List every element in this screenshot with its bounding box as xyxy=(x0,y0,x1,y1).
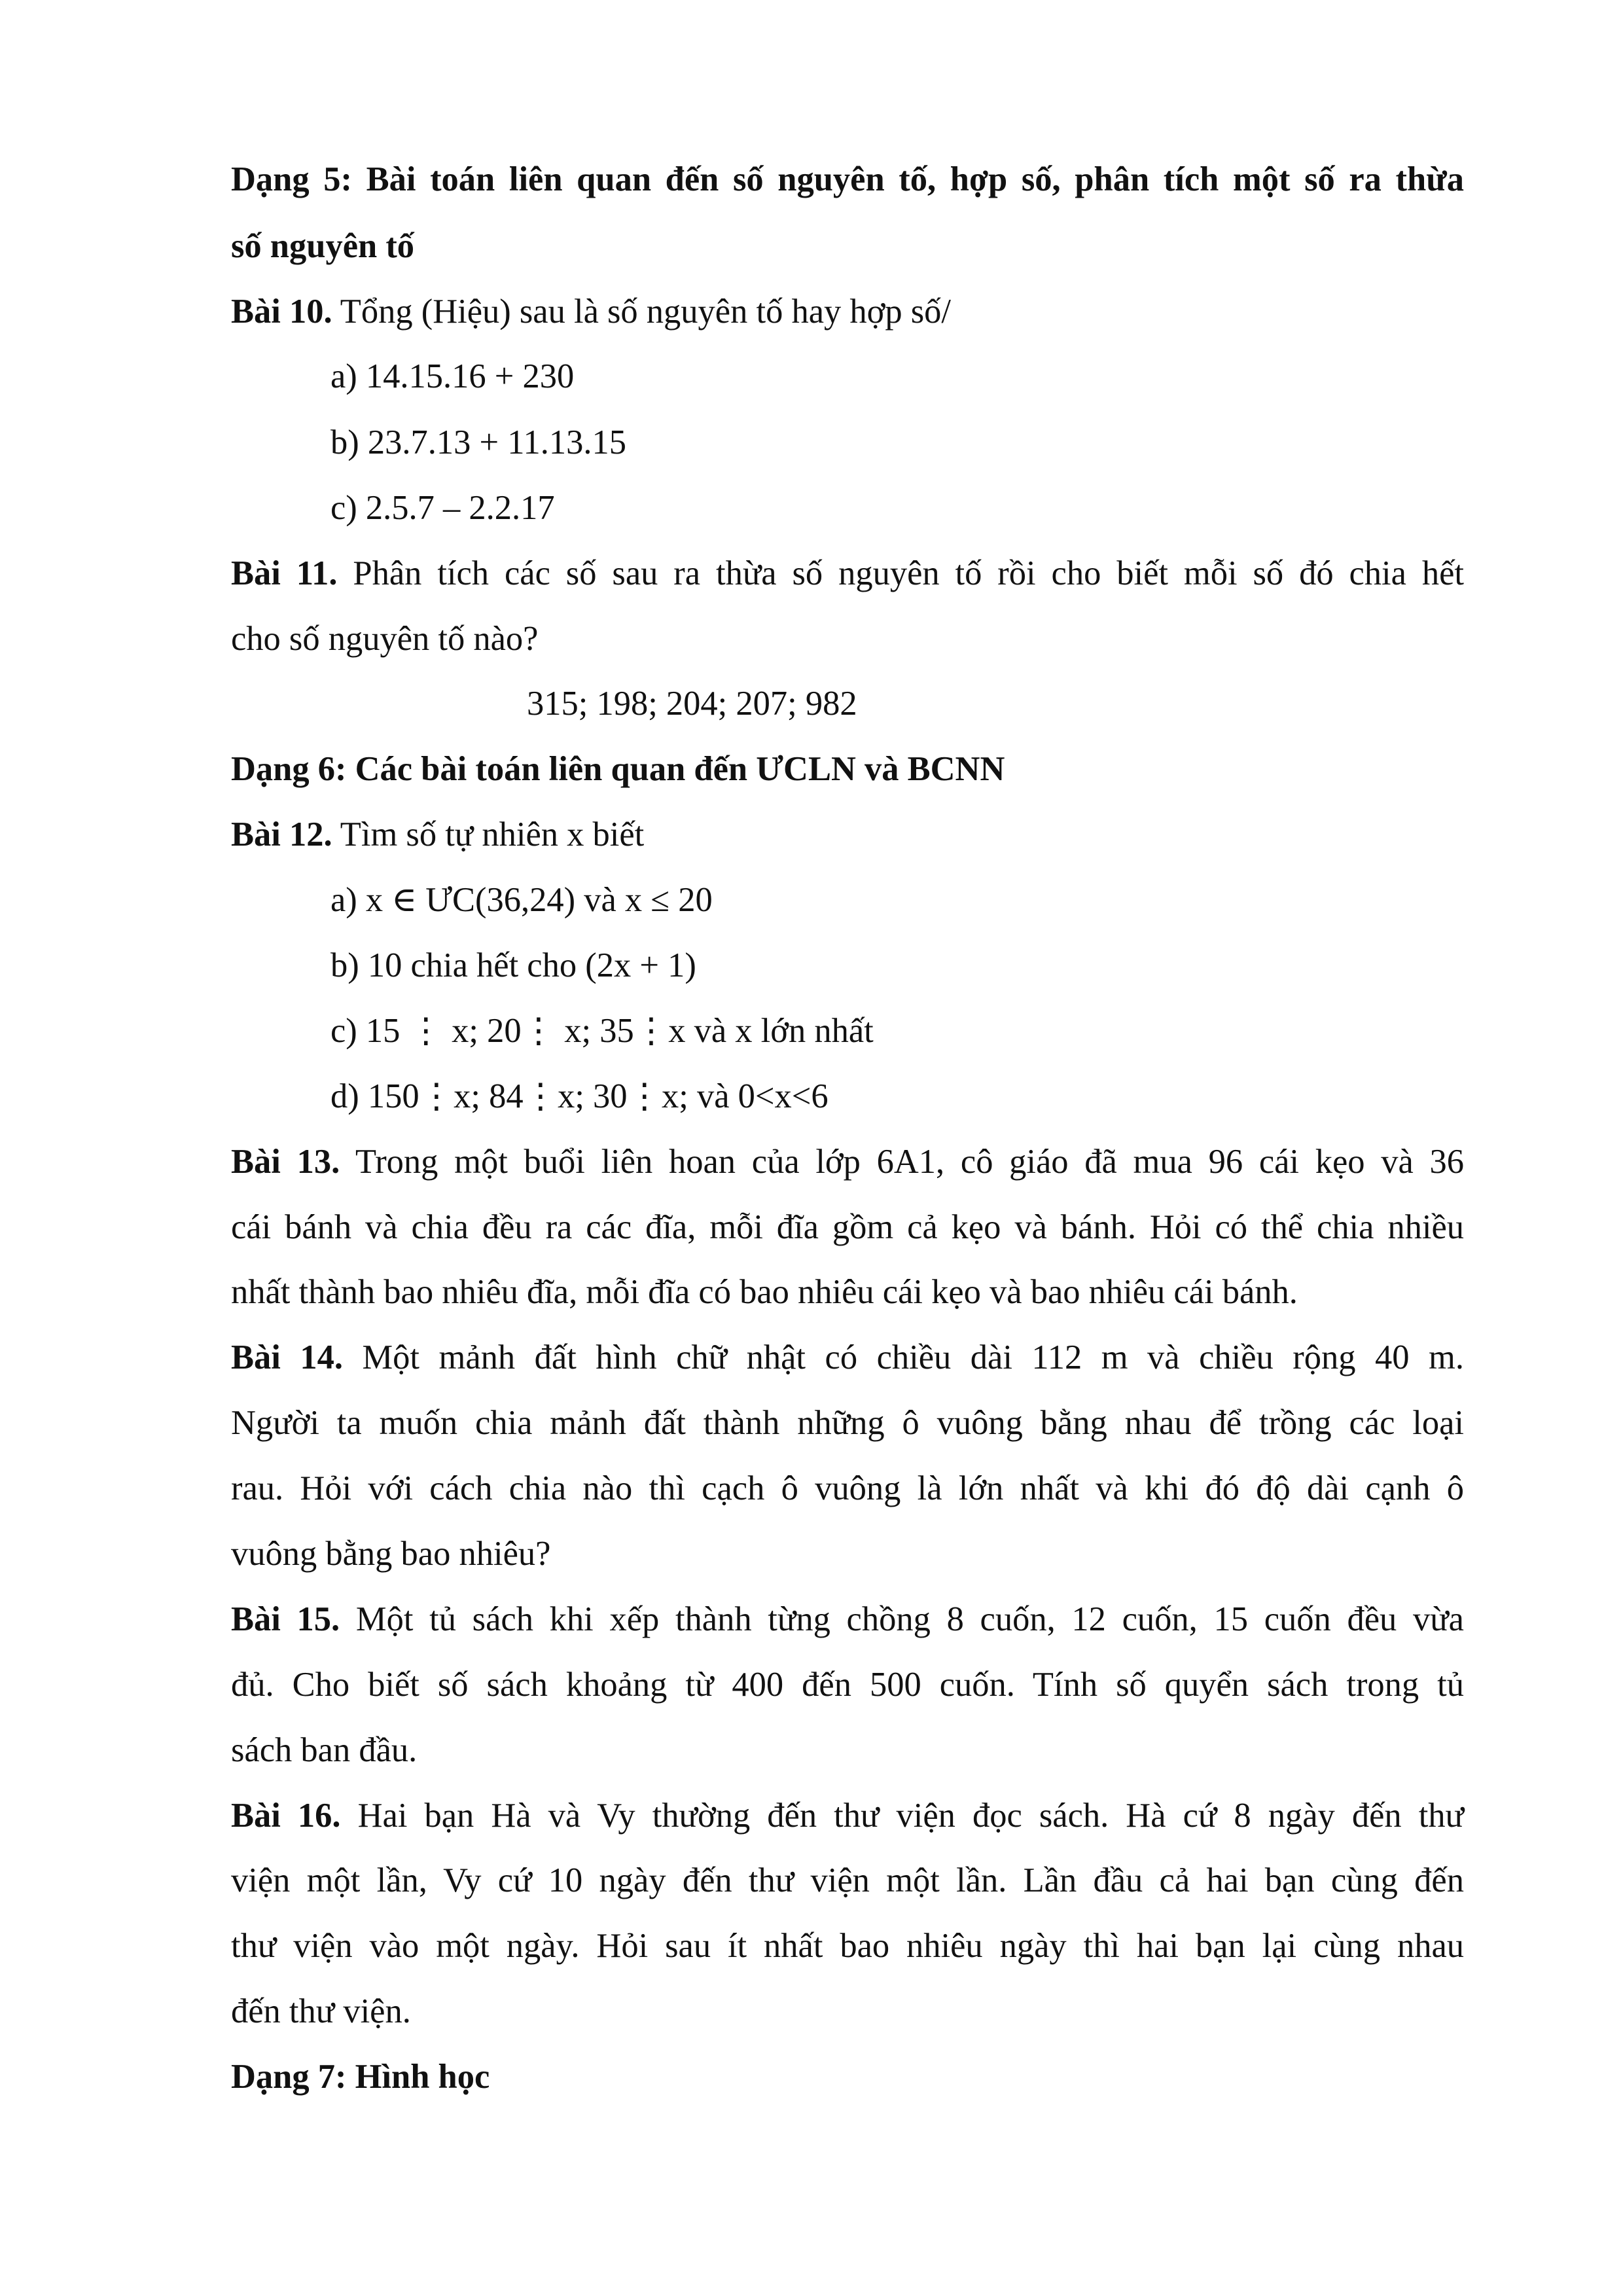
exercise-14-cont: Người ta muốn chia mảnh đất thành những ô vuông bằng nhau để trồng các loại xyxy=(231,1404,1464,1442)
section-dang5-title: Dạng 5: Bài toán liên quan đến số nguyên tố, hợp số, phân tích một số ra thừa xyxy=(231,160,1464,198)
exercise-16-cont: đến thư viện. xyxy=(231,1992,411,2030)
exercise-12-item-c: c) 15 ⋮ x; 20⋮ x; 35⋮x và x lớn nhất xyxy=(330,1012,874,1050)
exercise-label: Bài 16. xyxy=(231,1797,341,1835)
exercise-16-cont: viện một lần, Vy cứ 10 ngày đến thư viện một lần. Lần đầu cả hai bạn cùng đến xyxy=(231,1861,1464,1899)
exercise-14: Bài 14. Một mảnh đất hình chữ nhật có chiều dài 112 m và chiều rộng 40 m. xyxy=(231,1338,1464,1376)
exercise-10-item-c: c) 2.5.7 – 2.2.17 xyxy=(330,489,555,527)
exercise-12: Bài 12. Tìm số tự nhiên x biết xyxy=(231,816,645,853)
exercise-11-numbers: 315; 198; 204; 207; 982 xyxy=(527,685,857,723)
exercise-text: Tổng (Hiệu) sau là số nguyên tố hay hợp số/ xyxy=(332,293,952,331)
exercise-10-item-a: a) 14.15.16 + 230 xyxy=(330,357,575,395)
exercise-13: Bài 13. Trong một buổi liên hoan của lớp 6A1, cô giáo đã mua 96 cái kẹo và 36 xyxy=(231,1143,1464,1181)
exercise-15: Bài 15. Một tủ sách khi xếp thành từng chồng 8 cuốn, 12 cuốn, 15 cuốn đều vừa xyxy=(231,1600,1464,1638)
exercise-label: Bài 10. xyxy=(231,293,332,331)
exercise-11: Bài 11. Phân tích các số sau ra thừa số nguyên tố rồi cho biết mỗi số đó chia hết xyxy=(231,554,1464,592)
exercise-12-item-d: d) 150⋮x; 84⋮x; 30⋮x; và 0<x<6 xyxy=(330,1077,829,1115)
section-dang5-title-cont: số nguyên tố xyxy=(231,227,415,265)
exercise-13-cont: nhất thành bao nhiêu đĩa, mỗi đĩa có bao nhiêu cái kẹo và bao nhiêu cái bánh. xyxy=(231,1273,1298,1311)
exercise-15-cont: đủ. Cho biết số sách khoảng từ 400 đến 500 cuốn. Tính số quyển sách trong tủ xyxy=(231,1666,1464,1704)
exercise-10-item-b: b) 23.7.13 + 11.13.15 xyxy=(330,423,627,461)
exercise-11-cont: cho số nguyên tố nào? xyxy=(231,620,539,658)
exercise-14-cont: vuông bằng bao nhiêu? xyxy=(231,1535,551,1573)
exercise-10 xyxy=(231,295,951,329)
exercise-label: Bài 13. xyxy=(231,1143,340,1181)
exercise-14-cont: rau. Hỏi với cách chia nào thì cạch ô vuông là lớn nhất và khi đó độ dài cạnh ô xyxy=(231,1469,1464,1507)
exercise-12-item-a: a) x ∈ ƯC(36,24) và x ≤ 20 xyxy=(330,881,713,919)
exercise-label: Bài 11. xyxy=(231,554,338,592)
exercise-15-cont: sách ban đầu. xyxy=(231,1731,418,1769)
exercise-12-item-b: b) 10 chia hết cho (2x + 1) xyxy=(330,946,696,984)
section-dang7-title: Dạng 7: Hình học xyxy=(231,2058,490,2096)
exercise-16: Bài 16. Hai bạn Hà và Vy thường đến thư viện đọc sách. Hà cứ 8 ngày đến thư xyxy=(231,1797,1464,1835)
section-dang6-title: Dạng 6: Các bài toán liên quan đến ƯCLN và BCNN xyxy=(231,750,1005,788)
exercise-13-cont: cái bánh và chia đều ra các đĩa, mỗi đĩa gồm cả kẹo và bánh. Hỏi có thể chia nhiều xyxy=(231,1208,1464,1246)
exercise-16-cont: thư viện vào một ngày. Hỏi sau ít nhất bao nhiêu ngày thì hai bạn lại cùng nhau xyxy=(231,1927,1464,1965)
exercise-label: Bài 12. xyxy=(231,816,332,853)
exercise-label: Bài 14. xyxy=(231,1338,343,1376)
exercise-label: Bài 15. xyxy=(231,1600,340,1638)
